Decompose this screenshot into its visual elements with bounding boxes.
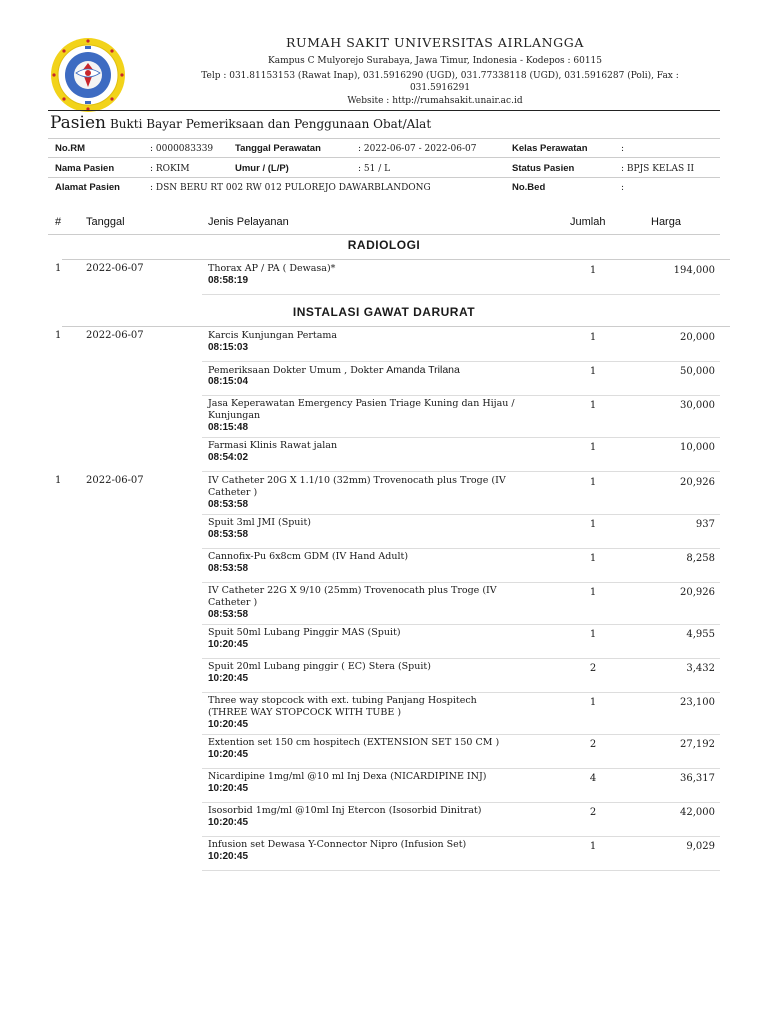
item-divider (202, 582, 720, 583)
status-pasien-label: Status Pasien (512, 163, 575, 174)
no-bed-label: No.Bed (512, 182, 546, 193)
col-header-quantity: Jumlah (570, 216, 606, 228)
service-quantity: 1 (589, 477, 597, 488)
row-number: 1 (55, 475, 62, 486)
item-divider (202, 802, 720, 803)
item-divider (202, 836, 720, 837)
service-time: 10:20:45 (208, 639, 249, 650)
info-divider (48, 157, 720, 158)
service-price: 10,000 (680, 442, 715, 453)
service-time: 08:53:58 (208, 529, 249, 540)
service-time: 10:20:45 (208, 851, 249, 862)
service-description: Spuit 20ml Lubang pinggir ( EC) Stera (Spuit) (208, 661, 431, 672)
row-number: 1 (55, 330, 62, 341)
section-divider (62, 259, 730, 260)
service-quantity: 1 (589, 332, 597, 343)
service-description: Extention set 150 cm hospitech (EXTENSION SET 150 CM ) (208, 737, 500, 748)
col-header-number: # (55, 216, 62, 228)
hospital-name: RUMAH SAKIT UNIVERSITAS AIRLANGGA (286, 35, 584, 50)
item-divider (202, 395, 720, 396)
service-time: 10:20:45 (208, 783, 249, 794)
service-quantity: 1 (589, 265, 597, 276)
service-description: Nicardipine 1mg/ml @10 ml Inj Dexa (NICARDIPINE INJ) (208, 771, 487, 782)
service-time: 10:20:45 (208, 673, 249, 684)
item-divider (202, 692, 720, 693)
service-quantity: 1 (589, 519, 597, 530)
service-quantity: 1 (589, 697, 597, 708)
service-description: Isosorbid 1mg/ml @10ml Inj Etercon (Isosorbid Dinitrat) (208, 805, 482, 816)
tanggal-perawatan-label: Tanggal Perawatan (235, 143, 321, 154)
item-divider (202, 624, 720, 625)
service-price: 36,317 (680, 773, 715, 784)
service-quantity: 1 (589, 841, 597, 852)
service-price: 30,000 (680, 400, 715, 411)
service-quantity: 1 (589, 442, 597, 453)
item-divider (202, 437, 720, 438)
item-divider (202, 768, 720, 769)
service-description: IV Catheter 22G X 9/10 (25mm) Trovenocath plus Troge (IV Catheter ) (208, 585, 497, 608)
service-description: Farmasi Klinis Rawat jalan (208, 440, 338, 451)
row-date: 2022-06-07 (86, 475, 144, 486)
no-rm-value: : 0000083339 (150, 144, 214, 154)
umur-value: : 51 / L (358, 164, 391, 174)
service-price: 4,955 (686, 629, 715, 640)
hospital-phone: Telp : 031.81153153 (Rawat Inap), 031.5916290 (UGD), 031.77338118 (UGD), 031.5916287 (Poli), Fax : 031.5916291 (201, 71, 679, 93)
service-price: 20,926 (680, 477, 715, 488)
alamat-pasien-label: Alamat Pasien (55, 182, 120, 193)
nama-pasien-value: : ROKIM (150, 164, 190, 174)
service-time: 08:15:04 (208, 376, 249, 387)
section-divider (62, 326, 730, 327)
service-time: 10:20:45 (208, 749, 249, 760)
service-quantity: 1 (589, 400, 597, 411)
item-divider (202, 294, 720, 295)
service-quantity: 1 (589, 629, 597, 640)
service-description: Three way stopcock with ext. tubing Panjang Hospitech (THREE WAY STOPCOCK WITH TUBE ) (208, 695, 477, 718)
service-time: 08:15:48 (208, 422, 249, 433)
service-time: 08:53:58 (208, 499, 249, 510)
tanggal-perawatan-value: : 2022-06-07 - 2022-06-07 (358, 144, 477, 154)
col-header-date: Tanggal (86, 216, 125, 228)
info-divider (48, 177, 720, 178)
service-description: Karcis Kunjungan Pertama (208, 330, 338, 341)
document-title-main: Pasien (50, 113, 106, 133)
service-quantity: 1 (589, 587, 597, 598)
no-bed-value: : (621, 183, 625, 193)
section-title: INSTALASI GAWAT DARURAT (292, 305, 476, 319)
service-quantity: 4 (589, 773, 597, 784)
service-time: 08:15:03 (208, 342, 249, 353)
kelas-perawatan-label: Kelas Perawatan (512, 143, 588, 154)
service-price: 9,029 (686, 841, 715, 852)
service-price: 27,192 (680, 739, 715, 750)
service-quantity: 1 (589, 553, 597, 564)
service-quantity: 1 (589, 366, 597, 377)
document-title-sub: Bukti Bayar Pemeriksaan dan Penggunaan Obat/Alat (109, 117, 432, 131)
section-title: RADIOLOGI (347, 238, 421, 252)
service-price: 50,000 (680, 366, 715, 377)
service-price: 937 (695, 519, 715, 530)
service-time: 08:53:58 (208, 609, 249, 620)
service-time: 08:54:02 (208, 452, 249, 463)
row-number: 1 (55, 263, 62, 274)
service-description: IV Catheter 20G X 1.1/10 (32mm) Trovenocath plus Troge (IV Catheter ) (208, 475, 506, 498)
hospital-address: Kampus C Mulyorejo Surabaya, Jawa Timur, Indonesia - Kodepos : 60115 (267, 56, 603, 66)
service-description: Cannofix-Pu 6x8cm GDM (IV Hand Adult) (208, 551, 409, 562)
alamat-pasien-value: : DSN BERU RT 002 RW 012 PULOREJO DAWARBLANDONG (150, 183, 431, 193)
item-divider (202, 361, 720, 362)
item-divider (202, 658, 720, 659)
service-description: Infusion set Dewasa Y-Connector Nipro (Infusion Set) (208, 839, 467, 850)
header-divider (48, 234, 720, 235)
service-quantity: 2 (589, 807, 597, 818)
hospital-website: Website : http://rumahsakit.unair.ac.id (347, 96, 523, 106)
row-date: 2022-06-07 (86, 330, 144, 341)
item-divider (202, 514, 720, 515)
service-price: 20,926 (680, 587, 715, 598)
umur-label: Umur / (L/P) (235, 163, 289, 174)
service-time: 10:20:45 (208, 817, 249, 828)
service-quantity: 2 (589, 739, 597, 750)
service-price: 3,432 (686, 663, 715, 674)
service-description: Spuit 50ml Lubang Pinggir MAS (Spuit) (208, 627, 401, 638)
item-divider (202, 734, 720, 735)
col-header-service: Jenis Pelayanan (208, 216, 289, 228)
service-description: Thorax AP / PA ( Dewasa)* (208, 263, 336, 274)
service-time: 08:53:58 (208, 563, 249, 574)
item-divider (202, 870, 720, 871)
item-divider (202, 471, 720, 472)
service-description: Spuit 3ml JMI (Spuit) (208, 517, 311, 528)
row-date: 2022-06-07 (86, 263, 144, 274)
no-rm-label: No.RM (55, 143, 86, 154)
item-divider (202, 548, 720, 549)
service-time: 10:20:45 (208, 719, 249, 730)
service-price: 23,100 (680, 697, 715, 708)
service-price: 8,258 (686, 553, 715, 564)
status-pasien-value: : BPJS KELAS II (621, 164, 695, 174)
hospital-logo (50, 37, 126, 113)
service-price: 42,000 (680, 807, 715, 818)
document-title (50, 113, 431, 133)
service-description: Pemeriksaan Dokter Umum , Dokter Amanda Trilana (208, 364, 460, 376)
service-price: 194,000 (673, 265, 715, 276)
kelas-perawatan-value: : (621, 144, 625, 154)
doctor-name: Amanda Trilana (386, 364, 460, 376)
info-divider (48, 138, 720, 139)
col-header-price: Harga (651, 216, 681, 228)
title-divider (48, 110, 720, 111)
service-quantity: 2 (589, 663, 597, 674)
service-description: Jasa Keperawatan Emergency Pasien Triage Kuning dan Hijau / Kunjungan (208, 398, 515, 421)
service-time: 08:58:19 (208, 275, 249, 286)
service-price: 20,000 (680, 332, 715, 343)
nama-pasien-label: Nama Pasien (55, 163, 115, 174)
